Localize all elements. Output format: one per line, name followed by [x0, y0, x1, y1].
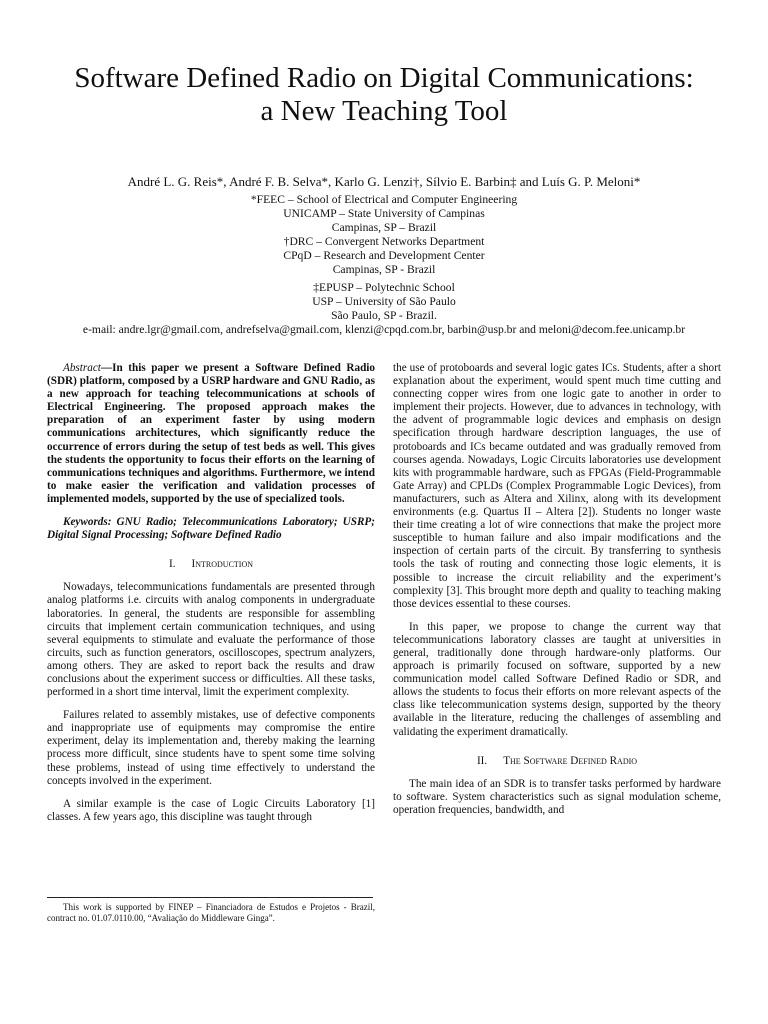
intro-paragraph-4: In this paper, we propose to change the current way that telecommunications laboratory classes are taught at universities in general, traditionally done through hardware-only platforms. Our approach is primarily focused on software, supported by a new communication model called Software Defined Radio or SDR, and allows the students to focus their efforts on more relevant aspects of the class like telecommunication systems design, supported by the theory available in the literature, reducing the challenges of assembling and validating the experiment dramatically.: [393, 620, 721, 738]
affiliation-block-1: [0, 193, 768, 277]
section-number: II.: [476, 754, 488, 767]
title-line-2: a New Teaching Tool: [260, 95, 508, 127]
section-title: The Software Defined Radio: [503, 754, 638, 767]
abstract-label: Abstract: [63, 362, 101, 374]
affiliation-block-2: [0, 281, 768, 337]
section-number: I.: [168, 558, 176, 571]
author-email-line: e-mail: andre.lgr@gmail.com, andrefselva@gmail.com, klenzi@cpqd.com.br, barbin@usp.br and meloni@decom.fee.unicamp.br: [82, 323, 686, 336]
right-column: [393, 362, 721, 827]
affiliation-line: CPqD – Research and Development Center: [283, 249, 485, 262]
intro-paragraph-1: Nowadays, telecommunications fundamentals are presented through analog platforms i.e. circuits with analog components in undergraduate laboratories. In general, the students are responsible for assembling circuits that implement certain communication techniques, and using several equipments to stimulate and evaluate the performance of those circuits, such as function generators, oscilloscopes, spectrum analyzers, among others. They are asked to report back the results and draw conclusions about the experiment success or difficulties. All these tasks, performed in a short time interval, limit the experiment complexity.: [47, 581, 375, 699]
intro-paragraph-2: Failures related to assembly mistakes, use of defective components and inappropriate use of equipments may compromise the entire experiment, delay its implementation and, thereby making the learning process more difficult, since students have to spent some time solving these problems, instead of using time effectively to understand the concepts involved in the experiment.: [47, 709, 375, 787]
title-line-1: Software Defined Radio on Digital Communications:: [74, 62, 694, 94]
sdr-paragraph-1: The main idea of an SDR is to transfer tasks performed by hardware to software. System characteristics such as signal modulation scheme, operation frequencies, bandwidth, and: [393, 777, 721, 816]
paper-title: [0, 62, 768, 128]
abstract-text: —In this paper we present a Software Defined Radio (SDR) platform, composed by a USRP hardware and GNU Radio, as a new approach for teaching telecommunications at schools of Electrical Engineering. The proposed approach makes the preparation of an experiment faster by using modern communications architectures, which significantly reduce the occurrence of errors during the setup of test beds as well. This gives the students the opportunity to focus their efforts on the learning of communications techniques and algorithms. Furthermore, we intend to make easier the verification and validation processes of implemented models, supported by the use of specialized tools.: [47, 362, 375, 505]
affiliation-line: São Paulo, SP - Brazil.: [331, 309, 437, 322]
section-heading-introduction: [47, 558, 375, 571]
affiliation-line: ‡EPUSP – Polytechnic School: [313, 281, 455, 294]
intro-paragraph-3: A similar example is the case of Logic Circuits Laboratory [1] classes. A few years ago, this discipline was taught through: [47, 797, 375, 823]
affiliation-line: UNICAMP – State University of Campinas: [283, 207, 485, 220]
affiliation-line: Campinas, SP – Brazil: [331, 221, 437, 234]
left-column: [47, 362, 375, 834]
affiliation-line: USP – University of São Paulo: [312, 295, 456, 308]
keywords: Keywords: GNU Radio; Telecommunications Laboratory; USRP; Digital Signal Processing; Software Defined Radio: [47, 516, 375, 542]
affiliation-line: Campinas, SP - Brazil: [332, 263, 436, 276]
author-list: André L. G. Reis*, André F. B. Selva*, Karlo G. Lenzi†, Sílvio E. Barbin‡ and Luís G. P. Meloni*: [127, 174, 641, 189]
intro-paragraph-3-continued: the use of protoboards and several logic gates ICs. Students, after a short explanation about the experiment, would spent much time cutting and connecting copper wires from one logic gate to another in order to implement their projects. However, due to advances in technology, with the advent of programmable logic devices and emphasis on design specification through hardware description languages, the use of protoboards and ICs became outdated and was gradually removed from courses agenda. Nowadays, Logic Circuits laboratories use development kits with programmable hardware, such as FPGAs (Field-Programmable Gate Array) and CPLDs (Complex Programmable Logic Devices), from manufacturers, such as Altera and Xilinx, along with its development environments (e.g. Quartus II – Altera [2]). Students no longer waste their time creating a lot of wire connections that make the project more susceptible to human failure and also impair modifications and the inspection of certain parts of the circuit. By transferring to synthesis tools the task of routing and connecting those logic elements, it is possible to increase the circuit reliability and the experiment’s complexity [3]. This brought more depth and quality to teaching making those devices essential to these courses.: [393, 362, 721, 610]
footnote: This work is supported by FINEP – Financiadora de Estudos e Projetos - Brazil, contract no. 01.07.0110.00, “Avaliação do Middleware Ginga”.: [47, 902, 375, 923]
affiliation-line: †DRC – Convergent Networks Department: [283, 235, 485, 248]
abstract: [47, 362, 375, 506]
section-title: Introduction: [191, 558, 254, 571]
footnote-divider: [47, 897, 373, 898]
affiliation-line: *FEEC – School of Electrical and Computer Engineering: [250, 193, 518, 206]
section-heading-sdr: [393, 755, 721, 768]
